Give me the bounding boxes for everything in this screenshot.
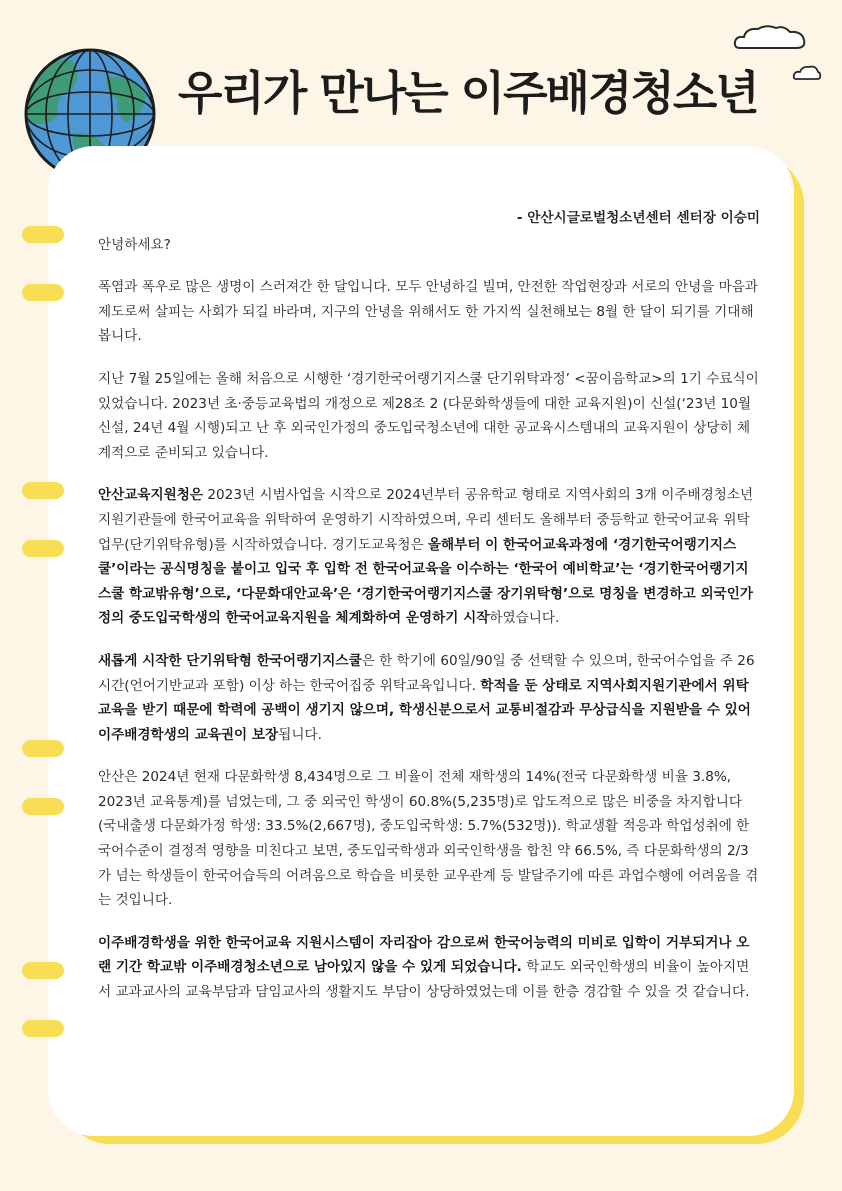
author-line: - 안산시글로벌청소년센터 센터장 이승미 [516, 210, 760, 226]
text-run: 학교도 외국인학생의 비율이 높아지면서 교과교사의 교육부담과 담임교사의 생활지도 부담이 상당하였었는데 이를 한층 경감할 수 있을 것 같습니다. [98, 959, 750, 1001]
paragraph [98, 233, 760, 258]
text-run: 안산은 2024년 현재 다문화학생 8,434명으로 그 비율이 전체 재학생의 14%(전국 다문화학생 비율 3.8%, 2023년 교육통계)를 넘었는데, 그 중 외국인 학생이 60.8%(5,235명)로 압도적으로 많은 비중을 차지합니다(국내출생 다문화가정 학생: 33.5%(2,667명), 중도입국학생: 5.7%(532명)). 학교생활 적응과 학업성취에 한국어수준이 결정적 영향을 미친다고 보면, 중도입국학생과 외국인학생을 합친 약 66.5%, 즉 다문화학생의 2/3가 넘는 학생들이 한국어습득의 어려움으로 학습을 비롯한 교우관계 등 발달주기에 따른 과업수행에 어려움을 겪는 것입니다. [98, 769, 759, 909]
paragraph [98, 931, 760, 1005]
bold-text: 새롭게 시작한 단기위탁형 한국어랭기지스쿨 [98, 652, 362, 669]
text-run: 안녕하세요? [98, 236, 171, 253]
notebook-tab [22, 482, 64, 499]
notebook-tab [22, 540, 64, 557]
text-run: 지난 7월 25일에는 올해 처음으로 시행한 ‘경기한국어랭기지스쿨 단기위탁과정’ <꿈이음학교>의 1기 수료식이 있었습니다. 2023년 초·중등교육법의 개정으로 제28조 2 (다문화학생들에 대한 교육지원)이 신설(‘23년 10월 신설, 24년 4월 시행)되고 난 후 외국인가정의 중도입국청소년에 대한 공교육시스템내의 교육지원이 상당히 체계적으로 준비되고 있습니다. [98, 370, 759, 461]
notebook-tab [22, 740, 64, 757]
text-run: 됩니다. [278, 726, 322, 743]
article-body [98, 206, 760, 1023]
paragraph [98, 275, 760, 349]
bold-text: 학적을 둔 상태로 지역사회지원기관에서 위탁교육을 받기 때문에 학력에 공백이 생기지 않으며, 학생신분으로서 교통비절감과 무상급식을 지원받을 수 있어 이주배경학생의 교육권이 보장 [98, 677, 751, 743]
text-run: 하였습니다. [489, 610, 560, 627]
paragraph [98, 649, 760, 747]
paragraph-list [98, 233, 760, 1005]
text-run: 은 한 학기에 60일/90일 중 선택할 수 있으며, 한국어수업을 주 26시간(언어기반교과 포함) 이상 하는 한국어집중 위탁교육입니다. [98, 652, 755, 694]
notebook-tab [22, 962, 64, 979]
notebook-tab [22, 226, 64, 243]
page-title: 우리가 만나는 이주배경청소년 [178, 66, 758, 120]
paragraph [98, 367, 760, 465]
notebook-tab [22, 284, 64, 301]
paragraph [98, 483, 760, 631]
notebook-tab [22, 1020, 64, 1037]
bold-text: 올해부터 이 한국어교육과정에 ‘경기한국어랭기지스쿨’이라는 공식명칭을 붙이고 입국 후 입학 전 한국어교육을 이수하는 ‘한국어 예비학교’는 ‘경기한국어랭기지스쿨 학교밖유형’으로, ‘다문화대안교육’은 ‘경기한국어랭기지스쿨 장기위탁형’으로 명칭을 변경하고 외국인가정의 중도입국학생의 한국어교육지원을 체계화하여 운영하기 시작 [98, 536, 754, 627]
bold-text: 이주배경학생을 위한 한국어교육 지원시스템이 자리잡아 감으로써 한국어능력의 미비로 입학이 거부되거나 오랜 기간 학교밖 이주배경청소년으로 남아있지 않을 수 있게 되었습니다. [98, 934, 750, 976]
text-run: 2023년 시범사업을 시작으로 2024년부터 공유학교 형태로 지역사회의 3개 이주배경청소년 지원기관들에 한국어교육을 위탁하여 운영하기 시작하였으며, 우리 센터도 올해부터 중등학교 한국어교육 위탁업무(단기위탁유형)를 시작하였습니다. 경기도교육청은 [98, 487, 754, 553]
text-run: 폭염과 폭우로 많은 생명이 스러져간 한 달입니다. 모두 안녕하길 빌며, 안전한 작업현장과 서로의 안녕을 마음과 제도로써 살피는 사회가 되길 바라며, 지구의 안녕을 위해서도 한 가지씩 실천해보는 8월 한 달이 되기를 기대해봅니다. [98, 279, 759, 345]
bold-text: 안산교육지원청은 [98, 487, 204, 504]
cloud-icon [792, 62, 822, 82]
paragraph [98, 765, 760, 913]
cloud-icon [732, 22, 808, 52]
notebook-tab [22, 798, 64, 815]
